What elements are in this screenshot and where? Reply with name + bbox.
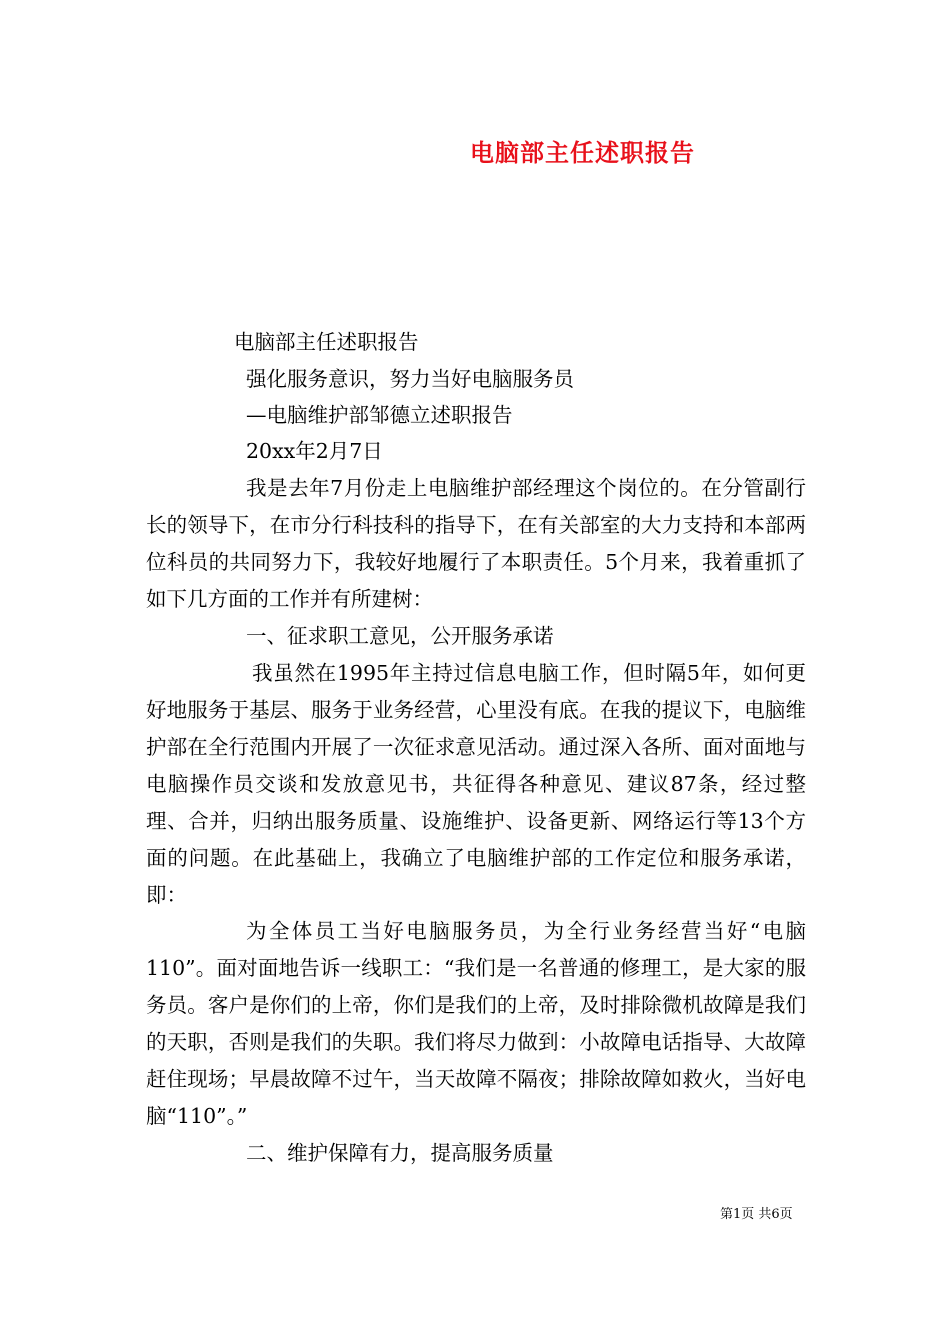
subtitle-repeat: 电脑部主任述职报告 — [234, 330, 419, 354]
section-1-heading: 一、征求职工意见，公开服务承诺 — [246, 624, 554, 648]
page-footer: 第1页 共6页 — [720, 1207, 793, 1222]
page-title: 电脑部主任述职报告 — [470, 138, 695, 167]
byline: —电脑维护部邹德立述职报告 — [246, 403, 513, 427]
section-2-heading: 二、维护保障有力，提高服务质量 — [246, 1141, 554, 1165]
slogan-line: 强化服务意识，努力当好电脑服务员 — [246, 367, 574, 391]
intro-paragraph: 我是去年7月份走上电脑维护部经理这个岗位的。在分管副行长的领导下，在市分行科技科的指导下，在有关部室的大力支持和本部两位科员的共同努力下，我较好地履行了本职责任。5个月来，我着重抓了如下几方面的工作并有所建树： — [146, 476, 806, 611]
commitment-paragraph: 为全体员工当好电脑服务员，为全行业务经营当好“电脑110”。面对面地告诉一线职工：“我们是一名普通的修理工，是大家的服务员。客户是你们的上帝，你们是我们的上帝，及时排除微机故障是我们的天职，否则是我们的失职。我们将尽力做到：小故障电话指导、大故障赶住现场；早晨故障不过午，当天故障不隔夜；排除故障如救火，当好电脑“110”。” — [146, 919, 806, 1128]
report-date: 20xx年2月7日 — [246, 439, 383, 463]
section-1-body: 我虽然在1995年主持过信息电脑工作，但时隔5年，如何更好地服务于基层、服务于业务经营，心里没有底。在我的提议下，电脑维护部在全行范围内开展了一次征求意见活动。通过深入各所、面对面地与电脑操作员交谈和发放意见书，共征得各种意见、建议87条，经过整理、合并，归纳出服务质量、设施维护、设备更新、网络运行等13个方面的问题。在此基础上，我确立了电脑维护部的工作定位和服务承诺，即： — [146, 661, 806, 907]
